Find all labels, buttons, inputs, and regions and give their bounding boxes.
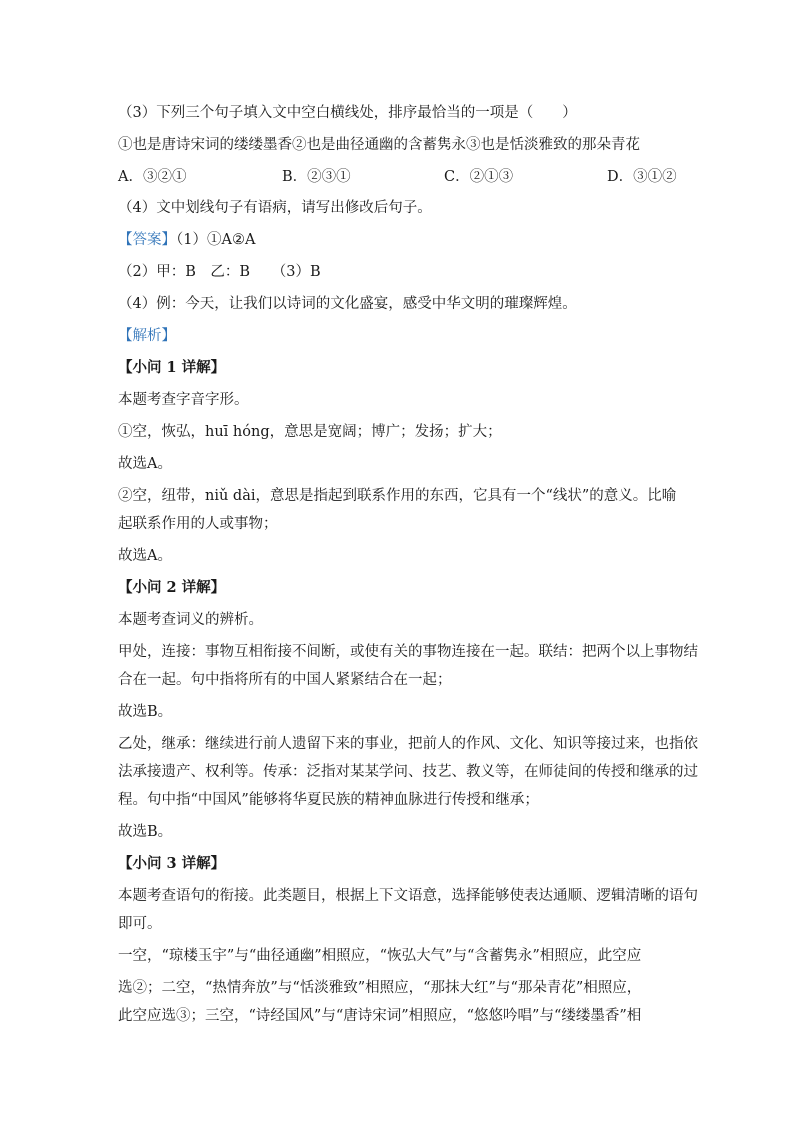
paragraph-line: 选②；二空，“热情奔放”与“恬淡雅致”相照应，“那抹大红”与“那朵青花”相照应， — [118, 980, 642, 996]
question-4-title: （4）文中划线句子有语病，请写出修改后句子。 — [118, 200, 432, 216]
paragraph-line: 本题考查词义的辨析。 — [118, 612, 263, 628]
paragraph-line: 本题考查语句的衔接。此类题目，根据上下文语意，选择能够使表达通顺、逻辑清晰的语句 — [118, 888, 698, 904]
paragraph-line: 乙处，继承：继续进行前人遗留下来的事业，把前人的作风、文化、知识等接过来，也指依 — [118, 736, 698, 752]
paragraph-line: 合在一起。句中指将所有的中国人紧紧结合在一起； — [118, 672, 452, 688]
answer-part-1: （1）①A②A — [176, 232, 256, 248]
option-b: B．②③① — [282, 169, 351, 185]
paragraph-line: 甲处，连接：事物互相衔接不间断，或使有关的事物连接在一起。联结：把两个以上事物结 — [118, 644, 698, 660]
answer-line-1 — [118, 230, 255, 250]
paragraph-line: 一空，“琼楼玉宇”与“曲径通幽”相照应，“恢弘大气”与“含蓄隽永”相照应，此空应 — [118, 948, 642, 964]
answer-line-3: （4）例：今天，让我们以诗词的文化盛宴，感受中华文明的璀璨辉煌。 — [118, 296, 577, 312]
option-d: D．③①② — [607, 169, 677, 185]
sub-question-2-heading: 【小问 2 详解】 — [118, 579, 226, 596]
analysis-tag: 【解析】 — [118, 328, 176, 344]
paragraph-line: 此空应选③；三空，“诗经国风”与“唐诗宋词”相照应，“悠悠吟唱”与“缕缕墨香”相 — [118, 1008, 642, 1024]
paragraph-line: 故选B。 — [118, 824, 173, 840]
paragraph-line: ①空，恢弘，huī hóng，意思是宽阔；博广；发扬；扩大； — [118, 424, 502, 440]
paragraph-line: 程。句中指“中国风”能够将华夏民族的精神血脉进行传授和继承； — [118, 792, 539, 808]
paragraph-line: 法承接遗产、权利等。传承：泛指对某某学问、技艺、教义等，在师徒间的传授和继承的过 — [118, 764, 698, 780]
option-c: C．②①③ — [444, 169, 514, 185]
answer-tag: 【答案】 — [118, 232, 176, 248]
paragraph-line: 即可。 — [118, 916, 162, 932]
answer-line-2: （2）甲：B 乙：B （3）B — [118, 264, 321, 280]
paragraph-line: 故选A。 — [118, 456, 172, 472]
paragraph-line: 起联系作用的人或事物； — [118, 516, 278, 532]
sub-question-3-heading: 【小问 3 详解】 — [118, 855, 226, 872]
option-a: A．③②① — [118, 169, 187, 185]
paragraph-line: 本题考查字音字形。 — [118, 392, 249, 408]
paragraph-line: 故选A。 — [118, 548, 172, 564]
sub-question-1-heading: 【小问 1 详解】 — [118, 359, 226, 376]
question-3-title: （3）下列三个句子填入文中空白横线处，排序最恰当的一项是（ ） — [118, 105, 577, 121]
paragraph-line: 故选B。 — [118, 704, 173, 720]
question-3-sentences: ①也是唐诗宋词的缕缕墨香②也是曲径通幽的含蓄隽永③也是恬淡雅致的那朵青花 — [118, 137, 640, 153]
paragraph-line: ②空，纽带，niǔ dài，意思是指起到联系作用的东西，它具有一个“线状”的意义。比喻 — [118, 488, 677, 504]
